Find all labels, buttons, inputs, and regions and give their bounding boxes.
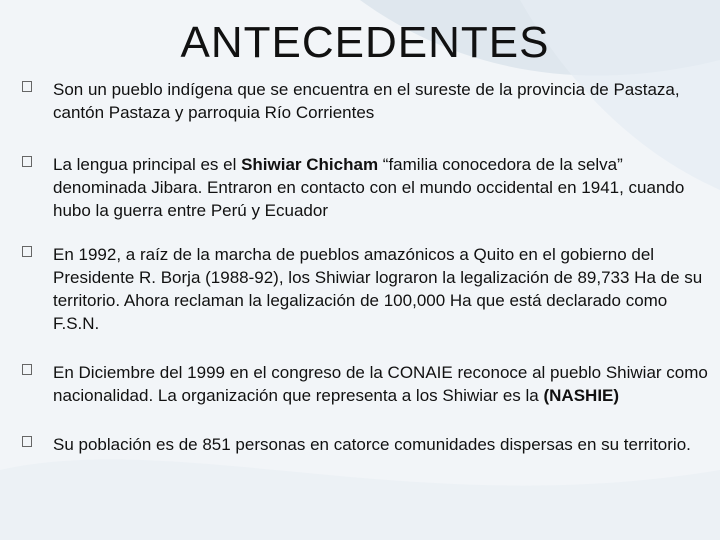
bold-text-run: Shiwiar Chicham (241, 155, 379, 174)
text-run: La lengua principal es el (53, 155, 242, 174)
text-run: Son un pueblo indígena que se encuentra en el sureste de la provincia de Pastaza, cantón Pastaza y parroquia Río Corrientes (53, 80, 680, 122)
bottom-swoosh (0, 459, 720, 540)
square-bullet-icon (22, 156, 32, 167)
bullet-text (53, 78, 713, 124)
square-bullet-icon (22, 246, 32, 257)
bold-text-run: (NASHIE) (543, 386, 620, 405)
square-bullet-icon (22, 364, 32, 375)
text-run: “familia conocedora de la selva” denominada Jibara. Entraron en contacto con el mundo occidental en 1941, cuando hubo la guerra entre Perú y Ecuador (53, 155, 685, 220)
bullet-text (53, 243, 713, 335)
slide-title: ANTECEDENTES (180, 18, 550, 67)
bullet-text (53, 153, 713, 222)
bullet-text (53, 433, 713, 456)
square-bullet-icon (22, 81, 32, 92)
square-bullet-icon (22, 436, 32, 447)
text-run: Su población es de 851 personas en catorce comunidades dispersas en su territorio. (53, 435, 691, 454)
text-run: En Diciembre del 1999 en el congreso de la CONAIE reconoce al pueblo Shiwiar como nacionalidad. La organización que representa a los Shiwiar es la (53, 363, 708, 405)
bullet-text (53, 361, 713, 407)
text-run: En 1992, a raíz de la marcha de pueblos amazónicos a Quito en el gobierno del Presidente R. Borja (1988-92), los Shiwiar lograron la legalización de 89,733 Ha de su territorio. Ahora reclaman la legalización de 100,000 Ha que está declarado como F.S.N. (53, 245, 703, 333)
